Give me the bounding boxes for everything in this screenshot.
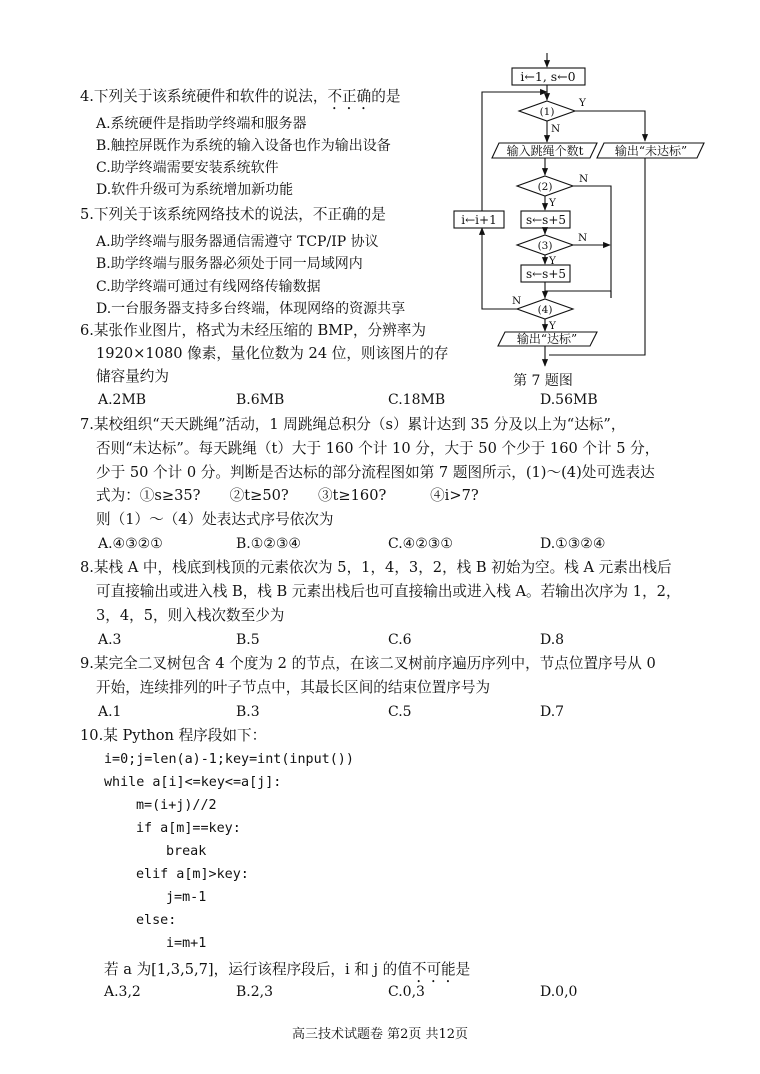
q7-option-d: D.①③②④ xyxy=(540,536,606,552)
q5-option-d: D.一台服务器支持多台终端，体现网络的资源共享 xyxy=(96,301,406,317)
q10-code-line-3: m=(i+j)//2 xyxy=(136,798,217,813)
q10-option-d: D.0,0 xyxy=(540,984,578,1000)
page-footer: 高三技术试题卷 第2页 共12页 xyxy=(291,1027,469,1042)
q9-option-d: D.7 xyxy=(540,704,565,720)
q9-line-2: 开始，连续排列的叶子节点中，其最长区间的结束位置序号为 xyxy=(96,679,491,696)
q7-line-3: 少于 50 个计 0 分。判断是否达标的部分流程图如第 7 题图所示，(1)～(4)处可选表达 xyxy=(96,464,655,481)
q5-option-c: C.助学终端可通过有线网络传输数据 xyxy=(96,279,321,295)
flow-d1-yes-line xyxy=(575,111,645,141)
q6-option-d: D.56MB xyxy=(540,392,598,408)
flow-d1-no-label: N xyxy=(551,123,561,135)
q4-option-d: D.软件升级可为系统增加新功能 xyxy=(96,182,294,198)
q8-option-a: A.3 xyxy=(98,632,122,648)
q7-option-a: A.④③②① xyxy=(98,536,163,552)
flow-d3-no-label: N xyxy=(578,232,588,244)
q9-option-c: C.5 xyxy=(388,704,412,720)
q10-code-line-5: break xyxy=(166,844,207,859)
flow-d2-yes-label: Y xyxy=(549,197,556,209)
q4-option-c: C.助学终端需要安装系统软件 xyxy=(96,160,279,176)
q6-line-3: 储容量约为 xyxy=(96,368,169,385)
flow-d1-yes-label: Y xyxy=(579,97,586,109)
q7-line-4: 式为：①s≥35? ②t≥50? ③t≥160? ④i>7? xyxy=(96,487,479,504)
flowchart-caption: 第 7 题图 xyxy=(513,373,573,389)
q7-line-5: 则（1）～（4）处表达式序号依次为 xyxy=(96,511,334,528)
q10-code-line-4: if a[m]==key: xyxy=(136,821,241,836)
q7-line-1: 7.某校组织“天天跳绳”活动，1 周跳绳总积分（s）累计达到 35 分及以上为“达标”， xyxy=(80,416,626,433)
q5-option-b: B.助学终端与服务器必须处于同一局域网内 xyxy=(96,256,363,272)
q6-option-a: A.2MB xyxy=(98,392,147,408)
q9-option-a: A.1 xyxy=(98,704,122,720)
q10-code-line-9: i=m+1 xyxy=(166,936,207,951)
q10-tail xyxy=(104,961,470,986)
flow-input-text: 输入跳绳个数t xyxy=(506,144,584,158)
q10-tail-emphasis: 不可能 xyxy=(411,961,456,978)
q6-line-2: 1920×1080 像素，量化位数为 24 位，则该图片的存 xyxy=(96,345,449,362)
q8-option-c: C.6 xyxy=(388,632,412,648)
q10-tail-text: 若 a 为[1,3,5,7]，运行该程序段后，i 和 j 的值 xyxy=(104,961,412,978)
flow-d1-label: (1) xyxy=(539,106,555,118)
flow-inc-text: i←i+1 xyxy=(461,213,497,227)
flowchart xyxy=(0,0,760,400)
q10-stem: 10.某 Python 程序段如下： xyxy=(80,727,267,744)
q4-stem-end: 的是 xyxy=(371,88,401,105)
q8-line-1: 8.某栈 A 中，栈底到栈顶的元素依次为 5，1，4，3，2，栈 B 初始为空。栈 A 元素出栈后 xyxy=(80,559,672,576)
q9-option-b: B.3 xyxy=(236,704,260,720)
flow-d2-label: (2) xyxy=(537,181,553,193)
q4-option-a: A.系统硬件是指助学终端和服务器 xyxy=(96,116,307,132)
q10-code-line-2: while a[i]<=key<=a[j]: xyxy=(104,775,282,790)
q6-option-b: B.6MB xyxy=(236,392,285,408)
q10-code-line-6: elif a[m]>key: xyxy=(136,867,249,882)
q10-code-line-1: i=0;j=len(a)-1;key=int(input()) xyxy=(104,752,354,767)
q7-line-2: 否则“未达标”。每天跳绳（t）大于 160 个计 10 分，大于 50 个少于 160 个计 5 分， xyxy=(96,440,660,457)
flow-add5-text-a: s←s+5 xyxy=(525,213,567,227)
flow-init-text: i←1, s←0 xyxy=(520,69,576,84)
q10-option-a: A.3,2 xyxy=(104,984,141,1000)
q8-option-b: B.5 xyxy=(236,632,260,648)
q8-line-3: 3，4，5，则入栈次数至少为 xyxy=(96,607,285,624)
q6-line-1: 6.某张作业图片，格式为未经压缩的 BMP，分辨率为 xyxy=(80,322,426,339)
flow-d3-yes-label: Y xyxy=(549,255,556,267)
flow-merge-line xyxy=(545,282,611,291)
q10-tail-end: 是 xyxy=(455,961,471,978)
q10-code-line-8: else: xyxy=(136,913,177,928)
q5-option-a: A.助学终端与服务器通信需遵守 TCP/IP 协议 xyxy=(96,234,379,250)
flow-add5-text-b: s←s+5 xyxy=(525,267,567,281)
q4-option-b: B.触控屏既作为系统的输入设备也作为输出设备 xyxy=(96,138,391,154)
q4-emphasis: 不正确 xyxy=(327,88,372,105)
flow-d4-no-label: N xyxy=(512,295,522,307)
q6-option-c: C.18MB xyxy=(388,392,446,408)
q10-option-c: C.0,3 xyxy=(388,984,425,1000)
q7-option-b: B.①②③④ xyxy=(236,536,301,552)
flow-d4-label: (4) xyxy=(537,304,553,316)
q4-stem-text: 4.下列关于该系统硬件和软件的说法， xyxy=(80,88,328,105)
flow-d4-yes-label: Y xyxy=(549,320,556,332)
q10-code-line-7: j=m-1 xyxy=(166,890,207,905)
q8-line-2: 可直接输出或进入栈 B，栈 B 元素出栈后也可直接输出或进入栈 A。若输出次序为 1，2， xyxy=(96,583,681,600)
flow-d2-no-label: N xyxy=(579,173,589,185)
q5-stem: 5.下列关于该系统网络技术的说法，不正确的是 xyxy=(80,206,386,223)
flow-output-fail-text: 输出“未达标” xyxy=(614,144,688,158)
q8-option-d: D.8 xyxy=(540,632,565,648)
q9-line-1: 9.某完全二叉树包含 4 个度为 2 的节点，在该二叉树前序遍历序列中，节点位置序号从 0 xyxy=(80,655,656,672)
q10-option-b: B.2,3 xyxy=(236,984,274,1000)
flow-d3-label: (3) xyxy=(537,240,553,252)
q7-option-c: C.④②③① xyxy=(388,536,453,552)
flow-fail-to-end-line xyxy=(549,158,645,355)
flow-output-pass-text: 输出“达标” xyxy=(516,332,578,346)
